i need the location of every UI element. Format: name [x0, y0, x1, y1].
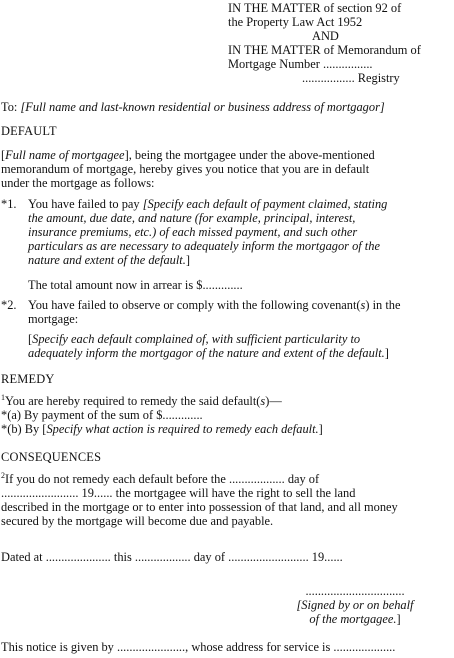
mortgagee-placeholder: Full name of mortgagee — [5, 148, 125, 162]
heading-line-3: IN THE MATTER of Memorandum of — [228, 43, 421, 57]
heading-block — [228, 1, 450, 85]
consequences-heading: CONSEQUENCES — [1, 450, 102, 464]
dated-line: Dated at ..................... this .................. day of .......................... 19...... — [1, 550, 343, 564]
service-address-line: This notice is given by ......................, whose address for service is .................... — [1, 640, 396, 654]
consequences-body: $^2$If you do not remedy each default before the .................. day of ......................... 19...... the mortgagee will have the right to sell the land described in the mortgage or to enter into possession of that land, and all money secured by the mortgage will become due and payable. — [1, 470, 398, 528]
signature-dots: ................................ — [305, 584, 405, 598]
remedy-option-b: *(b) By [Specify what action is required to remedy each default.] — [1, 422, 323, 436]
default-heading: DEFAULT — [1, 124, 57, 138]
item-1-text: You have failed to pay [Specify each default of payment claimed, stating the amount, due date, and nature (for example, principal, interest, insurance premiums, etc.) of each missed payment, and such other particulars as are necessary to adequately inform the mortgagor of the nature and extent of the default.] — [28, 197, 388, 267]
footnote-marker-1: 1 — [1, 392, 5, 402]
item-2-instruction: [Specify each default complained of, with sufficient particularity to adequately inform the mortgagor of the nature and extent of the default.] — [28, 332, 389, 360]
arrear-line: The total amount now in arrear is $............. — [28, 278, 243, 292]
item-2-text: You have failed to observe or comply with the following covenant(s) in the mortgage: — [28, 298, 401, 326]
signature-block: ................................ [Signed by or on behalf of the mortgagee.] — [290, 584, 420, 626]
heading-line-4: Mortgage Number ................ — [228, 57, 373, 71]
heading-line-1: IN THE MATTER of section 92 of — [228, 1, 402, 15]
footnote-marker-2: 2 — [1, 470, 5, 480]
heading-registry: ................. Registry — [302, 71, 400, 85]
default-intro: [Full name of mortgagee], being the mortgagee under the above-mentioned memorandum of mortgage, hereby gives you notice that you are in default under the mortgage as follows: — [1, 148, 375, 190]
to-instruction: [Full name and last-known residential or business address of mortgagor] — [20, 100, 385, 114]
remedy-body: $^1$You are hereby required to remedy the said default(s)— *(a) By payment of the sum of $............. *(b) By [Specify what action is required to remedy each default.] — [1, 394, 441, 436]
item-1-number: *1. — [1, 197, 17, 211]
to-label: To: — [1, 100, 21, 114]
item-2-number: *2. — [1, 298, 17, 312]
heading-and: AND — [312, 29, 339, 43]
heading-line-2: the Property Law Act 1952 — [228, 15, 363, 29]
remedy-heading: REMEDY — [1, 372, 55, 386]
addressee-line — [1, 100, 385, 114]
remedy-option-a: *(a) By payment of the sum of $............. — [1, 408, 203, 422]
